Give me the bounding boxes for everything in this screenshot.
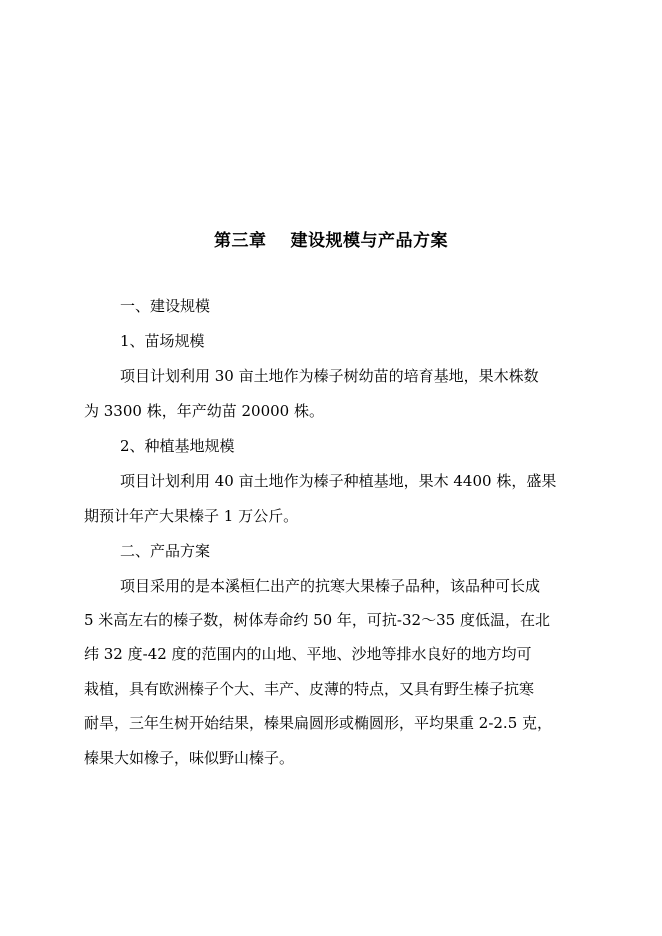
subsection-heading-nursery-scale: 1、苗场规模	[120, 332, 205, 350]
section-heading-construction-scale: 一、建设规模	[120, 297, 211, 315]
paragraph-product-line-1: 项目采用的是本溪桓仁出产的抗寒大果榛子品种，该品种可长成	[120, 577, 541, 595]
chapter-title: 第三章 建设规模与产品方案	[214, 231, 448, 251]
paragraph-product-line-6: 榛果大如橡子，味似野山榛子。	[84, 749, 295, 767]
paragraph-nursery-line-2: 为 3300 株，年产幼苗 20000 株。	[84, 402, 324, 420]
paragraph-product-line-5: 耐旱，三年生树开始结果，榛果扁圆形或椭圆形，平均果重 2-2.5 克，	[84, 714, 553, 732]
section-heading-product-plan: 二、产品方案	[120, 542, 211, 560]
subsection-heading-planting-base-scale: 2、种植基地规模	[120, 437, 235, 455]
paragraph-product-line-3: 纬 32 度-42 度的范围内的山地、平地、沙地等排水良好的地方均可	[84, 645, 532, 663]
paragraph-planting-line-1: 项目计划利用 40 亩土地作为榛子种植基地，果木 4400 株，盛果	[120, 472, 557, 490]
paragraph-nursery-line-1: 项目计划利用 30 亩土地作为榛子树幼苗的培育基地，果木株数	[120, 367, 539, 385]
paragraph-product-line-2: 5 米高左右的榛子数，树体寿命约 50 年，可抗-32～35 度低温，在北	[84, 611, 550, 629]
paragraph-product-line-4: 栽植，具有欧洲榛子个大、丰产、皮薄的特点，又具有野生榛子抗寒	[84, 680, 535, 698]
paragraph-planting-line-2: 期预计年产大果榛子 1 万公斤。	[84, 507, 299, 525]
